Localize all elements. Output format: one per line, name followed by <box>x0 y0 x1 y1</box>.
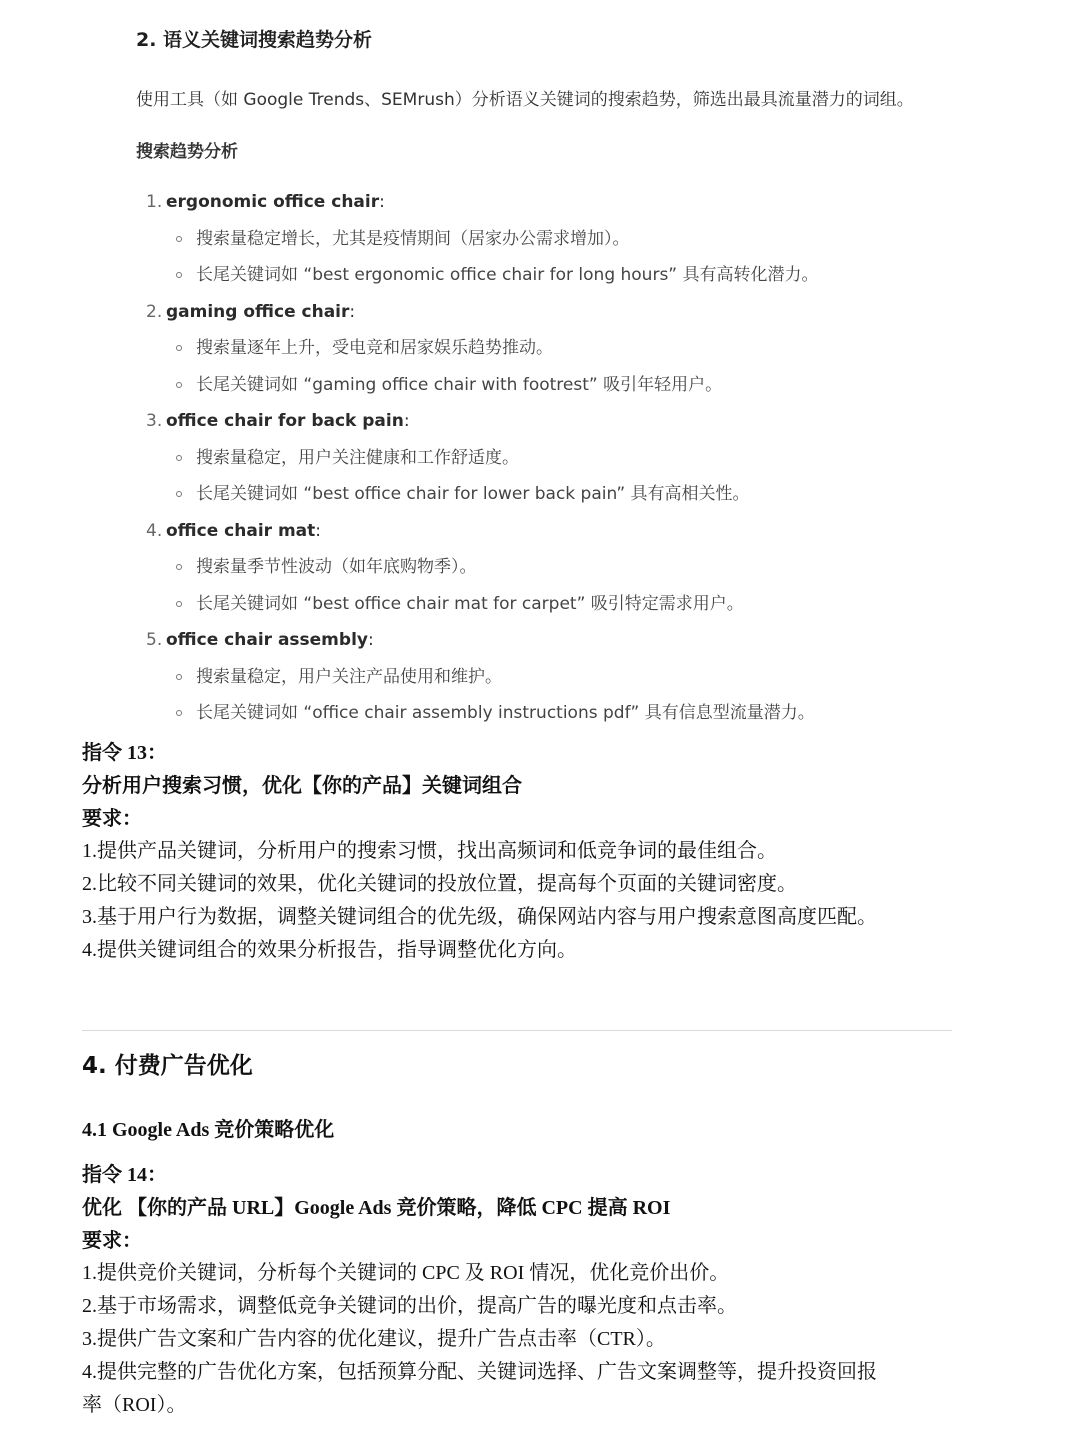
circle-bullet-icon <box>176 564 182 570</box>
point-text: 长尾关键词如 “office chair assembly instructions pdf” 具有信息型流量潜力。 <box>196 703 815 723</box>
list-number: 4. <box>146 520 163 541</box>
keyword-points <box>136 330 996 403</box>
requirements-label: 要求： <box>82 1229 142 1252</box>
requirement-item: 1.提供产品关键词，分析用户的搜索习惯，找出高频词和低竞争词的最佳组合。 <box>82 840 777 863</box>
point-text: 搜索量逐年上升，受电竞和居家娱乐趋势推动。 <box>196 338 553 358</box>
point-text: 长尾关键词如 “best office chair mat for carpet” 吸引特定需求用户。 <box>196 593 744 614</box>
keyword-heading <box>136 622 996 659</box>
semantic-keyword-trend-section <box>136 24 996 732</box>
list-number: 2. <box>146 301 163 322</box>
circle-bullet-icon <box>176 674 182 680</box>
keyword-list <box>136 184 996 732</box>
keyword-heading <box>136 294 996 331</box>
point-text: 搜索量稳定，用户关注产品使用和维护。 <box>196 666 502 687</box>
point-text: 长尾关键词如 “best office chair for lower back pain” 具有高相关性。 <box>196 484 750 504</box>
list-item <box>136 367 996 404</box>
list-item <box>136 695 996 732</box>
list-item <box>136 440 996 477</box>
instruction-title: 优化 【你的产品 URL】Google Ads 竞价策略，降低 CPC 提高 ROI <box>82 1196 671 1219</box>
instruction-14-block <box>82 1159 982 1421</box>
keyword-term: office chair assembly <box>166 630 368 650</box>
list-item <box>136 184 996 294</box>
section-intro: 使用工具（如 Google Trends、SEMrush）分析语义关键词的搜索趋势，筛选出最具流量潜力的词组。 <box>136 90 914 110</box>
instruction-13-block <box>82 737 982 967</box>
paid-ads-section <box>82 1048 982 1421</box>
keyword-colon: : <box>349 301 356 322</box>
requirement-item: 3.提供广告文案和广告内容的优化建议，提升广告点击率（CTR）。 <box>82 1327 666 1350</box>
instruction-label: 指令 13： <box>82 742 167 764</box>
list-item <box>136 257 996 294</box>
keyword-term: ergonomic office chair <box>166 192 380 212</box>
section-heading: 2. 语义关键词搜索趋势分析 <box>136 29 373 51</box>
keyword-colon: : <box>367 630 374 650</box>
point-text: 搜索量稳定增长，尤其是疫情期间（居家办公需求增加）。 <box>196 228 630 249</box>
list-item <box>136 513 996 623</box>
circle-bullet-icon <box>176 345 182 351</box>
keyword-heading <box>136 184 996 221</box>
requirement-item: 2.基于市场需求，调整低竞争关键词的出价，提高广告的曝光度和点击率。 <box>82 1295 737 1318</box>
subsection-heading: 4.1 Google Ads 竞价策略优化 <box>82 1119 335 1141</box>
list-item <box>136 622 996 732</box>
circle-bullet-icon <box>176 491 182 497</box>
trend-analysis-heading: 搜索趋势分析 <box>136 142 238 162</box>
circle-bullet-icon <box>176 236 182 242</box>
point-text: 搜索量季节性波动（如年底购物季）。 <box>196 557 477 577</box>
requirement-item: 4.提供关键词组合的效果分析报告，指导调整优化方向。 <box>82 938 577 961</box>
keyword-points <box>136 549 996 622</box>
keyword-colon: : <box>379 192 385 212</box>
point-text: 搜索量稳定，用户关注健康和工作舒适度。 <box>196 447 519 468</box>
point-text: 长尾关键词如 “gaming office chair with footrest” 吸引年轻用户。 <box>196 374 723 395</box>
keyword-heading <box>136 403 996 440</box>
keyword-term: gaming office chair <box>166 301 350 322</box>
point-text: 长尾关键词如 “best ergonomic office chair for long hours” 具有高转化潜力。 <box>196 265 819 285</box>
list-item <box>136 294 996 404</box>
keyword-points <box>136 221 996 294</box>
keyword-term: office chair mat <box>166 520 316 541</box>
keyword-colon: : <box>403 411 410 431</box>
list-number: 1. <box>146 192 163 212</box>
circle-bullet-icon <box>176 272 182 278</box>
requirement-item: 1.提供竞价关键词，分析每个关键词的 CPC 及 ROI 情况，优化竞价出价。 <box>82 1262 730 1285</box>
list-item <box>136 549 996 586</box>
instruction-title: 分析用户搜索习惯，优化【你的产品】关键词组合 <box>82 774 522 797</box>
circle-bullet-icon <box>176 601 182 607</box>
section-divider <box>82 1030 952 1031</box>
list-item <box>136 403 996 513</box>
requirements-label: 要求： <box>82 807 142 830</box>
requirement-item: 2.比较不同关键词的效果，优化关键词的投放位置，提高每个页面的关键词密度。 <box>82 873 797 896</box>
keyword-points <box>136 659 996 732</box>
list-item <box>136 330 996 367</box>
requirement-item: 3.基于用户行为数据，调整关键词组合的优先级，确保网站内容与用户搜索意图高度匹配。 <box>82 905 877 928</box>
keyword-heading <box>136 513 996 550</box>
list-item <box>136 586 996 623</box>
list-item <box>136 659 996 696</box>
list-item <box>136 476 996 513</box>
keyword-colon: : <box>315 520 321 541</box>
requirement-item: 4.提供完整的广告优化方案，包括预算分配、关键词选择、广告文案调整等，提升投资回报 <box>82 1360 877 1383</box>
circle-bullet-icon <box>176 455 182 461</box>
requirement-item: 率（ROI）。 <box>82 1393 187 1416</box>
keyword-points <box>136 440 996 513</box>
circle-bullet-icon <box>176 710 182 716</box>
list-item <box>136 221 996 258</box>
section-heading: 4. 付费广告优化 <box>82 1053 253 1079</box>
instruction-label: 指令 14： <box>82 1164 167 1186</box>
list-number: 5. <box>146 630 163 650</box>
circle-bullet-icon <box>176 382 182 388</box>
list-number: 3. <box>146 411 163 431</box>
keyword-term: office chair for back pain <box>166 411 404 431</box>
